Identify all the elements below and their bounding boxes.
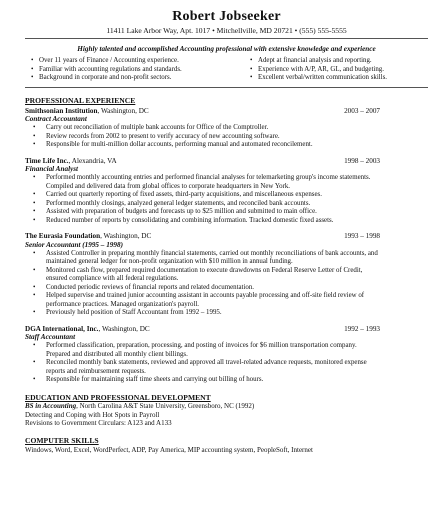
employer-location: , Washington, DC xyxy=(100,232,152,241)
job-bullet: • Responsible for maintaining staff time sheets and carrying out billing of hours. xyxy=(33,376,380,384)
job-employer-line xyxy=(25,325,150,334)
job-header xyxy=(25,232,428,241)
job-entry xyxy=(25,157,428,225)
candidate-name: Robert Jobseeker xyxy=(172,9,281,24)
job-bullet: • Performed monthly closings, analyzed general ledger statements, and reconciled bank accounts. xyxy=(33,200,380,208)
job-bullets xyxy=(33,124,380,149)
training-item: Revisions to Government Circulars: A123 and A133 xyxy=(25,419,172,428)
summary-item: • Background in corporate and non-profit sectors. xyxy=(31,74,236,82)
employer-location: , Washington, DC xyxy=(97,106,149,115)
education-heading: EDUCATION AND PROFESSIONAL DEVELOPMENT xyxy=(25,392,211,402)
training-item: Detecting and Coping with Hot Spots in Payroll xyxy=(25,410,160,419)
employer-name: DGA International, Inc. xyxy=(25,324,99,333)
degree-details: , North Carolina A&T State University, Greensboro, NC (1992) xyxy=(76,401,255,410)
job-dates: 2003 – 2007 xyxy=(344,106,380,115)
job-entry xyxy=(25,107,428,150)
job-entry xyxy=(25,232,428,317)
job-dates: 1998 – 2003 xyxy=(344,156,380,165)
job-bullet: • Conducted periodic reviews of financial reports and related documentation. xyxy=(33,284,380,292)
job-bullets xyxy=(33,174,380,225)
summary-right-list xyxy=(250,57,428,82)
job-bullet: • Previously held position of Staff Accountant from 1992 – 1995. xyxy=(33,309,380,317)
job-bullet: • Reduced number of reports by consolidating and combining information. Tracked domestic fixed assets. xyxy=(33,217,380,225)
experience-heading: PROFESSIONAL EXPERIENCE xyxy=(25,96,136,106)
job-employer-line xyxy=(25,232,151,241)
job-bullet: • Performed monthly accounting entries and performed financial analyses for telemarketing group's income statements. Compiled and delivered data from global offices to corporate headquarters in New York. xyxy=(33,174,380,191)
job-entry xyxy=(25,325,428,385)
job-header xyxy=(25,157,428,166)
employer-name: Smithsonian Institution xyxy=(25,106,98,115)
skills-heading: COMPUTER SKILLS xyxy=(25,436,99,446)
employer-location: , Alexandria, VA xyxy=(68,156,117,165)
degree-name: BS in Accounting xyxy=(25,401,77,410)
employer-name: The Eurasia Foundation xyxy=(25,232,101,241)
tagline: Highly talented and accomplished Accounting professional with extensive knowledge and experience xyxy=(77,45,376,54)
job-bullet: • Reconciled monthly bank statements, reviewed and approved all travel-related advance requests, monitored expense reports and reimbursement requests. xyxy=(33,359,380,376)
job-bullet: • Assisted with preparation of budgets and forecasts up to $25 million and submitted to main office. xyxy=(33,208,380,216)
job-title: Financial Analyst xyxy=(25,165,79,174)
job-header xyxy=(25,107,428,116)
summary-item: • Adept at financial analysis and reporting. xyxy=(250,57,428,65)
job-header xyxy=(25,325,428,334)
summary-section xyxy=(25,57,428,88)
contact-line: 11411 Lake Arbor Way, Apt. 1017 • Mitchellville, MD 20721 • (555) 555-5555 xyxy=(25,26,428,39)
job-employer-line xyxy=(25,107,149,116)
job-bullet: • Carry out reconciliation of multiple bank accounts for Office of the Comptroller. xyxy=(33,124,380,132)
summary-item: • Familiar with accounting regulations and standards. xyxy=(31,66,236,74)
job-title: Staff Accountant xyxy=(25,333,76,342)
summary-item: • Excellent verbal/written communication skills. xyxy=(250,74,428,82)
employer-location: , Washington, DC xyxy=(98,324,150,333)
job-bullet: • Helped supervise and trained junior accounting assistant in accounts payable processing and off-site field review of performance practices. Managed organization's payroll. xyxy=(33,292,380,309)
employer-name: Time Life Inc. xyxy=(25,156,69,165)
summary-left-list xyxy=(31,57,236,82)
job-bullet: • Review records from 2002 to present to verify accuracy of new accounting software. xyxy=(33,133,380,141)
education-degree xyxy=(25,402,428,411)
job-title: Contract Accountant xyxy=(25,115,87,124)
job-dates: 1993 – 1998 xyxy=(344,232,380,241)
job-dates: 1992 – 1993 xyxy=(344,324,380,333)
job-bullet: • Monitored cash flow, prepared required documentation to execute drawdowns on Federal Reserve Letter of Credit, ensured compliance with all federal regulations. xyxy=(33,267,380,284)
job-bullet: • Responsible for multi-million dollar accounts, performing manual and automated reconcilement. xyxy=(33,141,380,149)
job-employer-line xyxy=(25,157,117,166)
summary-item: • Experience with A/P, AR, GL, and budgeting. xyxy=(250,66,428,74)
job-bullet: • Carried out quarterly reporting of fixed assets, third-party acquisitions, and miscellaneous expenses. xyxy=(33,191,380,199)
skills-list: Windows, Word, Excel, WordPerfect, ADP, Pay America, MIP accounting system, PeopleSoft, Internet xyxy=(25,446,313,455)
job-bullet: • Assisted Controller in preparing monthly financial statements, carried out monthly reconciliations of bank accounts, and maintained general ledger for non-profit organization with $10 million in annual funding. xyxy=(33,250,380,267)
job-bullet: • Performed classification, preparation, processing, and posting of invoices for $6 million transportation company. Prepared and distributed all monthly client billings. xyxy=(33,342,380,359)
job-bullets xyxy=(33,250,380,318)
job-title: Senior Accountant (1995 – 1998) xyxy=(25,240,123,249)
summary-item: • Over 11 years of Finance / Accounting experience. xyxy=(31,57,236,65)
job-bullets xyxy=(33,342,380,384)
